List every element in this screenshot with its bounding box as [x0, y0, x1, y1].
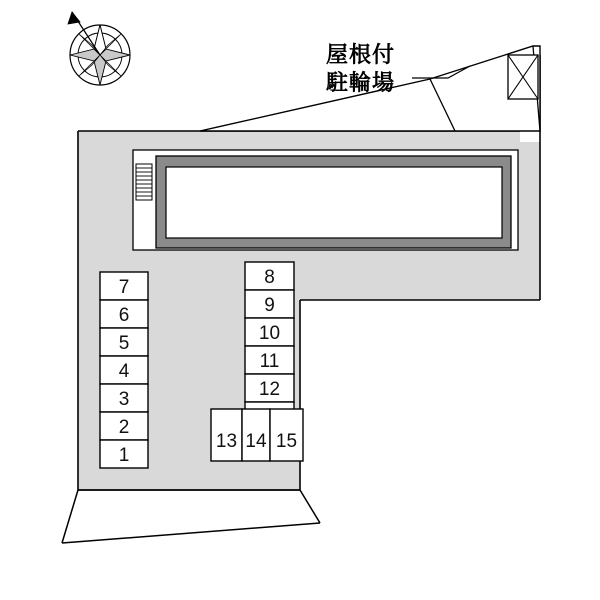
stall-label-10: 10 [258, 323, 281, 344]
stall-label-14: 14 [245, 431, 267, 452]
stall-label-15: 15 [275, 431, 298, 452]
callout-roofed-bicycle-parking-line2: 駐輪場 [326, 70, 396, 95]
stall-label-12: 12 [258, 379, 281, 400]
callout-roofed-bicycle-parking-line1: 屋根付 [326, 42, 396, 67]
apartment-building [133, 150, 518, 250]
stall-label-6: 6 [118, 305, 130, 326]
stall-label-4: 4 [118, 361, 130, 382]
stall-label-1: 1 [118, 445, 130, 466]
stall-label-3: 3 [118, 389, 130, 410]
stall-label-9: 9 [264, 295, 275, 316]
stall-label-2: 2 [118, 417, 130, 438]
stall-label-5: 5 [118, 333, 130, 354]
stall-label-8: 8 [264, 267, 275, 288]
stall-label-11: 11 [259, 351, 280, 372]
stall-label-13: 13 [215, 431, 238, 452]
stall-label-7: 7 [118, 277, 130, 298]
